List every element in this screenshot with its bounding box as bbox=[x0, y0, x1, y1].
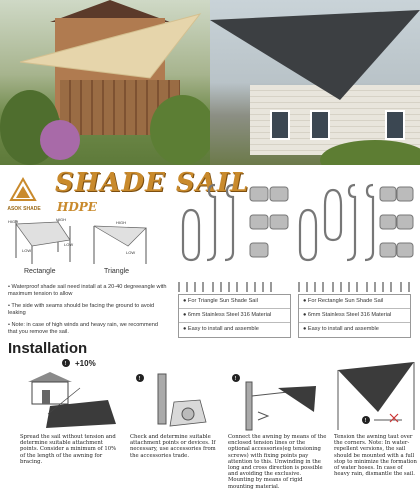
pad-eye-icon bbox=[250, 187, 268, 201]
pad-eye-icon bbox=[397, 187, 413, 201]
step1-caption: Spread the sail without tension and determine suitable attachment points. Consider a minimum of 10% of the length of the awning for bracing. bbox=[20, 434, 117, 465]
product-photo-dark-sail bbox=[210, 0, 420, 165]
pad-eye-icon bbox=[270, 215, 288, 229]
spec-row: ● For Rectangle Sun Shade Sail bbox=[299, 295, 410, 309]
rect-point-label: LOW bbox=[64, 242, 74, 247]
spec-row: ● 6mm Stainless Steel 316 Material bbox=[179, 309, 290, 323]
step3-image bbox=[228, 372, 318, 432]
pad-eye-icon bbox=[397, 243, 413, 257]
screws-row bbox=[175, 280, 415, 294]
turnbuckle-icon bbox=[207, 185, 215, 260]
svg-text:!: ! bbox=[234, 376, 237, 382]
rectangle-kit-specs bbox=[298, 294, 411, 338]
turnbuckle-icon bbox=[225, 185, 233, 260]
pad-eye-icon bbox=[250, 215, 268, 229]
pad-eye-icon bbox=[397, 215, 413, 229]
turnbuckle-icon bbox=[347, 185, 355, 260]
dark-triangle-sail bbox=[210, 0, 420, 165]
hardware-kit-image bbox=[175, 175, 415, 280]
carabiner-icon bbox=[325, 190, 341, 240]
svg-text:!: ! bbox=[138, 376, 141, 382]
rect-point-label: HIGH bbox=[56, 218, 66, 222]
step1-image bbox=[20, 358, 120, 430]
pad-eye-icon bbox=[380, 243, 396, 257]
note-item: • The side with seams should be facing the ground to avoid leaking bbox=[8, 303, 155, 316]
cross-icon bbox=[390, 414, 398, 422]
spec-row: ● Easy to install and assemble bbox=[183, 326, 259, 332]
pad-eye-icon bbox=[270, 187, 288, 201]
step2-image bbox=[130, 372, 210, 432]
pad-eye-icon bbox=[250, 243, 268, 257]
note-item: • Waterproof shade sail need install at a 20-40 degreeangle with maximum tension to allow bbox=[8, 284, 167, 297]
rect-point-label: HIGH bbox=[8, 219, 18, 224]
product-photo-sand-sail bbox=[0, 0, 210, 165]
triangle-diagram bbox=[88, 218, 153, 266]
brand-name: ASOK SHADE bbox=[7, 206, 41, 212]
brand-logo-icon bbox=[8, 176, 38, 206]
pad-eye-icon bbox=[380, 187, 396, 201]
step4-image bbox=[334, 360, 418, 432]
triangle-kit-specs bbox=[178, 294, 291, 338]
tension-badge: +10% bbox=[75, 359, 96, 368]
page-subtitle: HDPE bbox=[57, 200, 97, 214]
carabiner-icon bbox=[300, 210, 316, 260]
rectangle-label: Rectangle bbox=[24, 268, 56, 275]
svg-text:!: ! bbox=[64, 361, 67, 367]
spec-row: ● For Triangle Sun Shade Sail bbox=[179, 295, 290, 309]
installation-title: Installation bbox=[8, 340, 88, 357]
turnbuckle-icon bbox=[365, 185, 373, 260]
tri-point-label: HIGH bbox=[116, 220, 126, 225]
step2-caption: Check and determine suitable attachment points or devices. If necessary, use accessories from the accessories trade. bbox=[130, 434, 216, 459]
page-title: SHADE SAIL bbox=[55, 168, 250, 198]
install-notes bbox=[8, 284, 168, 341]
triangle-label: Triangle bbox=[104, 268, 130, 275]
svg-text:!: ! bbox=[364, 418, 367, 424]
step4-caption: Tension the awning taut over the corners. Note: In water-repellent versions, the sail should be mounted with a full stop to minimize the formation of water hoses. In case of heavy rain, dismantle the sail. bbox=[334, 434, 417, 478]
rectangle-diagram bbox=[8, 218, 78, 266]
note-item: • Note: in case of high winds and heavy rain, we recommend that you remove the sail. bbox=[8, 322, 158, 335]
sand-triangle-sail bbox=[0, 0, 210, 165]
rect-point-label: LOW bbox=[22, 248, 32, 253]
step3-caption: Connect the awning by means of the enclosed tension lines or the optional accessories(eg tensioning screws) with fixing points pay attention to this. Unwinding in the long and cross direction is possible and avoiding the exclusive. Mounting by means of rigid mounting material. bbox=[228, 434, 327, 490]
spec-row: ● Easy to install and assemble bbox=[303, 326, 379, 332]
tri-point-label: LOW bbox=[126, 250, 136, 255]
spec-row: ● 6mm Stainless Steel 316 Material bbox=[299, 309, 410, 323]
carabiner-icon bbox=[183, 210, 199, 260]
pad-eye-icon bbox=[380, 215, 396, 229]
